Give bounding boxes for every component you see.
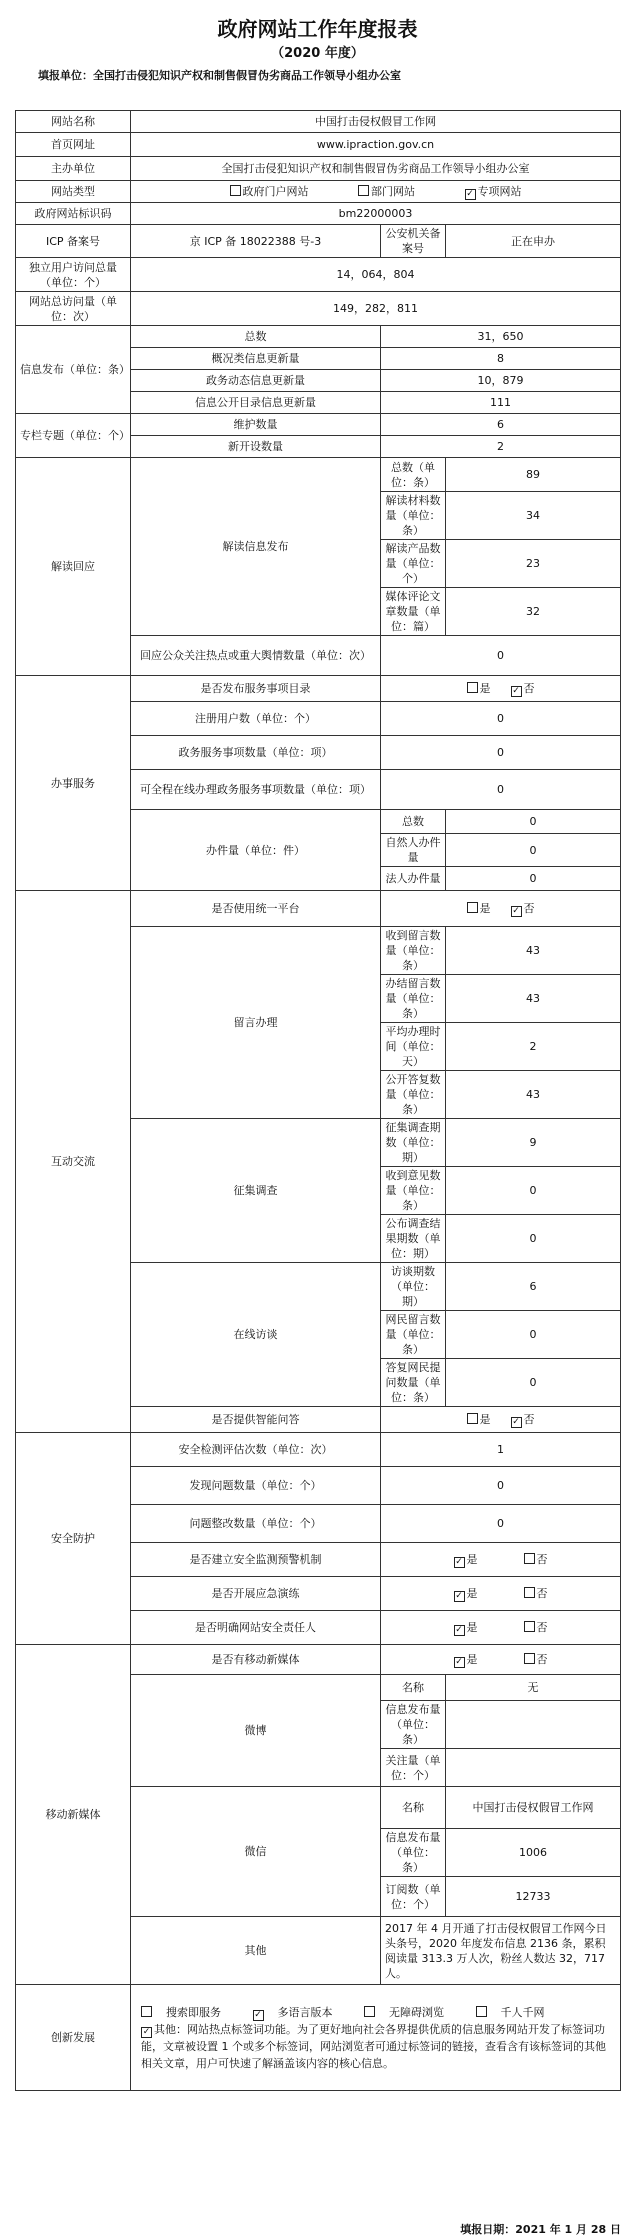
t-msg: 0: [446, 1311, 621, 1359]
opt-no: 否: [536, 1620, 548, 1634]
site-name-label: 网站名称: [16, 111, 131, 133]
service-dir-options: [381, 676, 621, 702]
smart-options: [381, 1407, 621, 1433]
wx-name: 中国打击侵权假冒工作网: [446, 1787, 621, 1829]
info-label: 信息发布（单位：条）: [16, 326, 131, 414]
media-has-options: [381, 1645, 621, 1675]
site-type-label: 网站类型: [16, 181, 131, 203]
police-label: 公安机关备案号: [381, 225, 446, 258]
monitor-label: 是否建立安全监测预警机制: [131, 1543, 381, 1577]
checkbox-drill-yes: [454, 1591, 465, 1602]
checkbox-other: [141, 2027, 152, 2038]
h-total-label: 总数: [381, 810, 446, 834]
home-url-value: www.ipraction.gov.cn: [131, 133, 621, 157]
opt-yes: 是: [466, 1586, 478, 1600]
interp-total: 89: [446, 458, 621, 492]
info-total: 31，650: [381, 326, 621, 348]
checkbox-drill-no: [524, 1587, 535, 1598]
checkbox-portal: [230, 185, 241, 196]
sponsor-value: 全国打击侵犯知识产权和制售假冒伪劣商品工作领导小组办公室: [131, 157, 621, 181]
opt-no: 否: [523, 901, 535, 915]
check-label: 安全检测评估次数（单位：次）: [131, 1433, 381, 1467]
checkbox-monitor-yes: [454, 1557, 465, 1568]
interp-pub-label: 解读信息发布: [131, 458, 381, 636]
fixed-label: 问题整改数量（单位：个）: [131, 1505, 381, 1543]
wb-fans-label: 关注量（单位：个）: [381, 1749, 446, 1787]
t-msg-label: 网民留言数量（单位：条）: [381, 1311, 446, 1359]
check: 1: [381, 1433, 621, 1467]
checkbox-monitor-no: [524, 1553, 535, 1564]
opt-no: 否: [536, 1586, 548, 1600]
checkbox-dir-yes: [467, 682, 478, 693]
opt-no: 否: [536, 1552, 548, 1566]
checkbox-smart-yes: [467, 1413, 478, 1424]
topic-maint: 6: [381, 414, 621, 436]
s-count-label: 征集调查期数（单位：期）: [381, 1119, 446, 1167]
security-label: 安全防护: [16, 1433, 131, 1645]
checkbox-smart-no: [511, 1417, 522, 1428]
opt-yes: 是: [479, 901, 491, 915]
service-handle-label: 办件量（单位：件）: [131, 810, 381, 891]
recv: 43: [446, 927, 621, 975]
opt-yes: 是: [466, 1552, 478, 1566]
info-catalog: 111: [381, 392, 621, 414]
talk-label: 在线访谈: [131, 1263, 381, 1407]
info-overview-label: 概况类信息更新量: [131, 348, 381, 370]
opt-accessible: 无障碍浏览: [389, 2005, 444, 2019]
opt-yes: 是: [479, 681, 491, 695]
media-label: 移动新媒体: [16, 1645, 131, 1985]
opt-search: 搜索即服务: [166, 2005, 221, 2019]
report-year: （2020 年度）: [271, 46, 364, 61]
checkbox-platform-yes: [467, 902, 478, 913]
site-type-options: [131, 181, 621, 203]
s-result: 0: [446, 1215, 621, 1263]
service-dir-label: 是否发布服务事项目录: [131, 676, 381, 702]
monitor-options: [381, 1543, 621, 1577]
service-users: 0: [381, 702, 621, 736]
other-label: 其他: [131, 1917, 381, 1985]
checkbox-media-no: [524, 1653, 535, 1664]
h-person: 0: [446, 834, 621, 867]
platform-options: [381, 891, 621, 927]
avg: 2: [446, 1023, 621, 1071]
site-name-value: 中国打击侵权假冒工作网: [131, 111, 621, 133]
h-legal: 0: [446, 867, 621, 891]
service-label: 办事服务: [16, 676, 131, 891]
interp-material-label: 解读材料数量（单位：条）: [381, 492, 446, 540]
checkbox-resp-yes: [454, 1625, 465, 1636]
weibo-label: 微博: [131, 1675, 381, 1787]
interp-hot-label: 回应公众关注热点或重大舆情数量（单位：次）: [131, 636, 381, 676]
opt-dept: 部门网站: [371, 184, 415, 198]
info-gov: 10，879: [381, 370, 621, 392]
media-has-label: 是否有移动新媒体: [131, 1645, 381, 1675]
innovation-options: [141, 2004, 610, 2021]
checkbox-dir-no: [511, 686, 522, 697]
checkbox-special: [465, 189, 476, 200]
wb-fans: [446, 1749, 621, 1787]
service-online-label: 可全程在线办理政务服务事项数量（单位：项）: [131, 770, 381, 810]
interp-product-label: 解读产品数量（单位：个）: [381, 540, 446, 588]
site-code-value: bm22000003: [131, 203, 621, 225]
info-catalog-label: 信息公开目录信息更新量: [131, 392, 381, 414]
opt-special: 专项网站: [477, 184, 522, 198]
checkbox-personal: [476, 2006, 487, 2017]
interp-media-label: 媒体评论文章数量（单位：篇）: [381, 588, 446, 636]
checkbox-platform-no: [511, 906, 522, 917]
h-total: 0: [446, 810, 621, 834]
done-label: 办结留言数量（单位：条）: [381, 975, 446, 1023]
h-person-label: 自然人办件量: [381, 834, 446, 867]
info-total-label: 总数: [131, 326, 381, 348]
wx-name-label: 名称: [381, 1787, 446, 1829]
pub-label: 公开答复数量（单位：条）: [381, 1071, 446, 1119]
fill-date: 填报日期：2021 年 1 月 28 日: [460, 2223, 621, 2236]
report-table: [15, 110, 621, 2091]
drill-label: 是否开展应急演练: [131, 1577, 381, 1611]
h-legal-label: 法人办件量: [381, 867, 446, 891]
info-gov-label: 政务动态信息更新量: [131, 370, 381, 392]
topic-label: 专栏专题（单位：个）: [16, 414, 131, 458]
wb-name-label: 名称: [381, 1675, 446, 1701]
wechat-label: 微信: [131, 1787, 381, 1917]
t-count-label: 访谈期数（单位：期）: [381, 1263, 446, 1311]
topic-maint-label: 维护数量: [131, 414, 381, 436]
service-items: 0: [381, 736, 621, 770]
pv-value: 149，282，811: [131, 292, 621, 326]
msg-label: 留言办理: [131, 927, 381, 1119]
s-count: 9: [446, 1119, 621, 1167]
smart-label: 是否提供智能问答: [131, 1407, 381, 1433]
home-url-label: 首页网址: [16, 133, 131, 157]
pub: 43: [446, 1071, 621, 1119]
interp-hot: 0: [381, 636, 621, 676]
recv-label: 收到留言数量（单位：条）: [381, 927, 446, 975]
t-answer: 0: [446, 1359, 621, 1407]
interp-label: 解读回应: [16, 458, 131, 676]
interp-product: 23: [446, 540, 621, 588]
service-items-label: 政务服务事项数量（单位：项）: [131, 736, 381, 770]
t-count: 6: [446, 1263, 621, 1311]
resp-options: [381, 1611, 621, 1645]
police-value: 正在申办: [446, 225, 621, 258]
interact-label: 互动交流: [16, 891, 131, 1433]
fixed: 0: [381, 1505, 621, 1543]
opt-personal: 千人千网: [500, 2005, 545, 2019]
topic-new-label: 新开设数量: [131, 436, 381, 458]
service-users-label: 注册用户数（单位：个）: [131, 702, 381, 736]
t-answer-label: 答复网民提问数量（单位：条）: [381, 1359, 446, 1407]
drill-options: [381, 1577, 621, 1611]
innovation-label: 创新发展: [16, 1985, 131, 2091]
checkbox-multilang: [253, 2010, 264, 2021]
innovation-content: [131, 1985, 621, 2091]
wx-pub-label: 信息发布量（单位：条）: [381, 1829, 446, 1877]
opt-yes: 是: [466, 1652, 478, 1666]
found: 0: [381, 1467, 621, 1505]
filler-unit: 填报单位：全国打击侵犯知识产权和制售假冒伪劣商品工作领导小组办公室: [38, 69, 401, 82]
interp-total-label: 总数（单位：条）: [381, 458, 446, 492]
opt-multilang: 多语言版本: [277, 2005, 333, 2019]
checkbox-accessible: [364, 2006, 375, 2017]
opt-no: 否: [536, 1652, 548, 1666]
sponsor-label: 主办单位: [16, 157, 131, 181]
service-online: 0: [381, 770, 621, 810]
wx-sub-label: 订阅数（单位：个）: [381, 1877, 446, 1917]
report-title: 政府网站工作年度报表: [217, 17, 418, 41]
wx-sub: 12733: [446, 1877, 621, 1917]
opt-portal: 政府门户网站: [242, 184, 309, 198]
pv-label: 网站总访问量（单位：次）: [16, 292, 131, 326]
opt-no: 否: [523, 681, 535, 695]
opt-yes: 是: [466, 1620, 478, 1634]
checkbox-search: [141, 2006, 152, 2017]
survey-label: 征集调查: [131, 1119, 381, 1263]
wb-pub: [446, 1701, 621, 1749]
uv-label: 独立用户访问总量（单位：个）: [16, 258, 131, 292]
uv-value: 14，064，804: [131, 258, 621, 292]
topic-new: 2: [381, 436, 621, 458]
opt-yes: 是: [479, 1412, 491, 1426]
site-code-label: 政府网站标识码: [16, 203, 131, 225]
interp-material: 34: [446, 492, 621, 540]
icp-label: ICP 备案号: [16, 225, 131, 258]
wx-pub: 1006: [446, 1829, 621, 1877]
icp-value: 京 ICP 备 18022388 号-3: [131, 225, 381, 258]
interp-media: 32: [446, 588, 621, 636]
wb-pub-label: 信息发布量（单位：条）: [381, 1701, 446, 1749]
info-overview: 8: [381, 348, 621, 370]
innovation-other: [141, 2021, 610, 2072]
s-opinion-label: 收到意见数量（单位：条）: [381, 1167, 446, 1215]
s-opinion: 0: [446, 1167, 621, 1215]
opt-no: 否: [523, 1412, 535, 1426]
found-label: 发现问题数量（单位：个）: [131, 1467, 381, 1505]
wb-name: 无: [446, 1675, 621, 1701]
s-result-label: 公布调查结果期数（单位：期）: [381, 1215, 446, 1263]
checkbox-dept: [358, 185, 369, 196]
checkbox-resp-no: [524, 1621, 535, 1632]
checkbox-media-yes: [454, 1657, 465, 1668]
platform-label: 是否使用统一平台: [131, 891, 381, 927]
done: 43: [446, 975, 621, 1023]
avg-label: 平均办理时间（单位：天）: [381, 1023, 446, 1071]
resp-label: 是否明确网站安全责任人: [131, 1611, 381, 1645]
other-text: 2017 年 4 月开通了打击侵权假冒工作网今日头条号，2020 年度发布信息 2136 条，累积阅读量 313.3 万人次，粉丝人数达 32，717 人。: [381, 1917, 621, 1985]
innovation-other-text: 其他：网站热点标签词功能。为了更好地向社会各界提供优质的信息服务网站开发了标签词功能，文章被设置 1 个或多个标签词，网站浏览者可通过标签词的链接，查看含有该标签词的其他相关文章，用户可快速了解涵盖该内容的核心信息。: [141, 2022, 606, 2070]
